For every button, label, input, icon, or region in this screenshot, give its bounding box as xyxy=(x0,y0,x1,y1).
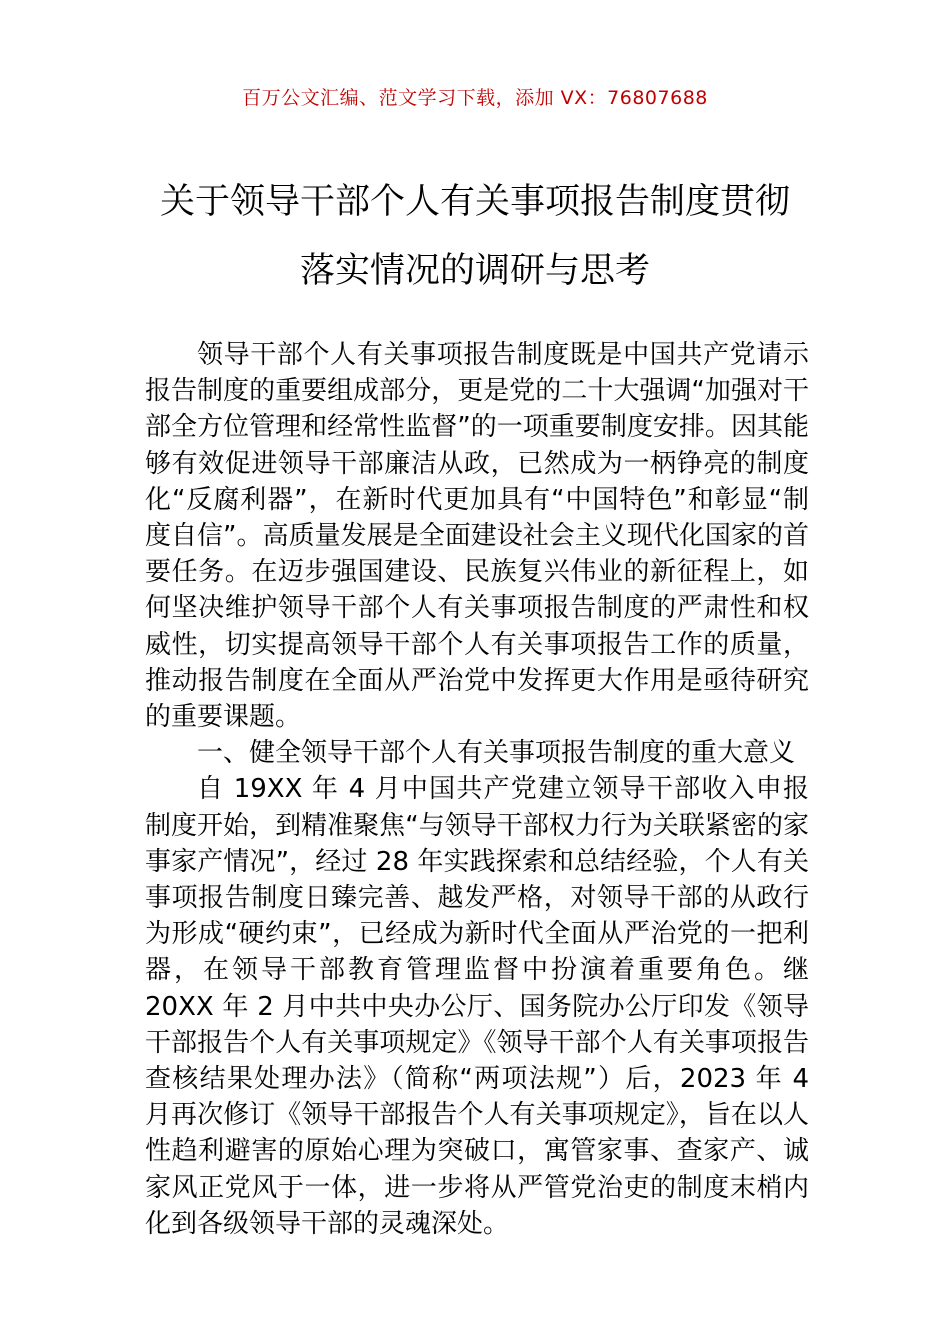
section-1-paragraph: 自 19XX 年 4 月中国共产党建立领导干部收入申报制度开始，到精准聚焦“与领导干部权力行为关联紧密的家事家产情况”，经过 28 年实践探索和总结经验，个人有关事项报告制度日臻完善、越发严格，对领导干部的从政行为形成“硬约束”，已经成为新时代全面从严治党的一把利器，在领导干部教育管理监督中扮演着重要角色。继 20XX 年 2 月中共中央办公厅、国务院办公厅印发《领导干部报告个人有关事项规定》《领导干部个人有关事项报告查核结果处理办法》（简称“两项法规”）后，2023 年 4 月再次修订《领导干部报告个人有关事项规定》，旨在以人性趋利避害的原始心理为突破口，寓管家事、查家产、诚家风正党风于一体，进一步将从严管党治吏的制度末梢内化到各级领导干部的灵魂深处。 xyxy=(145,774,809,1239)
section-heading-1: 一、健全领导干部个人有关事项报告制度的重大意义 xyxy=(197,738,796,769)
document-title-line-1: 关于领导干部个人有关事项报告制度贯彻 xyxy=(159,182,790,222)
intro-paragraph: 领导干部个人有关事项报告制度既是中国共产党请示报告制度的重要组成部分，更是党的二十大强调“加强对干部全方位管理和经常性监督”的一项重要制度安排。因其能够有效促进领导干部廉洁从政，已然成为一柄铮亮的制度化“反腐利器”，在新时代更加具有“中国特色”和彰显“制度自信”。高质量发展是全面建设社会主义现代化国家的首要任务。在迈步强国建设、民族复兴伟业的新征程上，如何坚决维护领导干部个人有关事项报告制度的严肃性和权威性，切实提高领导干部个人有关事项报告工作的质量，推动报告制度在全面从严治党中发挥更大作用是亟待研究的重要课题。 xyxy=(145,340,809,733)
document-body xyxy=(145,337,809,1242)
document-title-line-2: 落实情况的调研与思考 xyxy=(299,251,650,291)
header-promo-note: 百万公文汇编、范文学习下载，添加 VX：76807688 xyxy=(242,87,708,109)
